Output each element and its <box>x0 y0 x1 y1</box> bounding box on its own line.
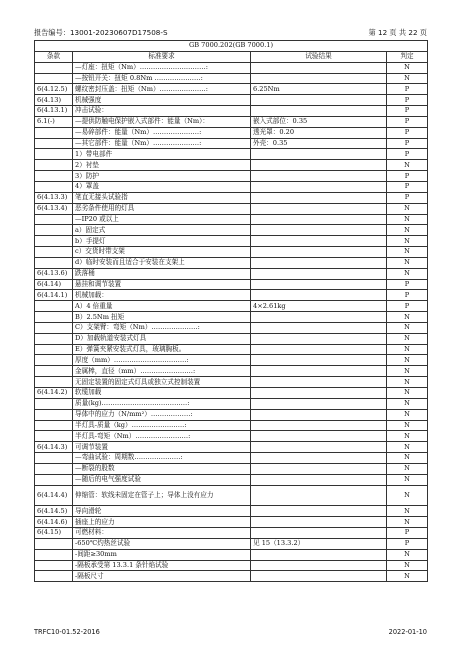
table-row <box>35 420 428 431</box>
cell-verdict: P <box>387 192 428 203</box>
cell-verdict: N <box>387 322 428 333</box>
cell-clause <box>35 236 73 247</box>
cell-verdict: N <box>387 344 428 355</box>
cell-result <box>251 268 387 279</box>
cell-verdict: P <box>387 290 428 301</box>
cell-result <box>251 279 387 290</box>
page-footer <box>34 628 427 640</box>
cell-clause <box>35 398 73 409</box>
cell-result: 见 15（13.3.2） <box>251 538 387 549</box>
page-header <box>34 28 427 40</box>
cell-verdict: N <box>387 214 428 225</box>
cell-result <box>251 366 387 377</box>
cell-verdict: N <box>387 409 428 420</box>
cell-requirement: 3）防护 <box>73 171 251 182</box>
cell-requirement: B）2.5Nm 扭矩 <box>73 312 251 323</box>
cell-result <box>251 181 387 192</box>
cell-clause: 6(4.14.3) <box>35 442 73 453</box>
cell-requirement: —易碎部件：能量（Nm）…………………: <box>73 127 251 138</box>
cell-verdict: N <box>387 560 428 571</box>
table-row <box>35 225 428 236</box>
cell-result <box>251 73 387 84</box>
cell-clause <box>35 453 73 464</box>
cell-verdict: P <box>387 527 428 538</box>
table-row <box>35 138 428 149</box>
table-row <box>35 344 428 355</box>
cell-verdict: N <box>387 388 428 399</box>
cell-verdict: P <box>387 127 428 138</box>
cell-clause <box>35 312 73 323</box>
cell-requirement: 2）衬垫 <box>73 160 251 171</box>
cell-result <box>251 431 387 442</box>
cell-result <box>251 236 387 247</box>
cell-requirement: 4）罩盖 <box>73 181 251 192</box>
table-row <box>35 409 428 420</box>
table-row <box>35 377 428 388</box>
cell-clause <box>35 366 73 377</box>
table-row <box>35 333 428 344</box>
cell-verdict: P <box>387 538 428 549</box>
cell-result <box>251 62 387 73</box>
cell-clause: 6(4.15) <box>35 527 73 538</box>
cell-verdict: N <box>387 506 428 517</box>
table-row <box>35 279 428 290</box>
cell-result: 外壳：0.35 <box>251 138 387 149</box>
standard-title: GB 7000.202(GB 7000.1) <box>35 41 428 52</box>
table-row <box>35 73 428 84</box>
cell-requirement: 机械强度 <box>73 95 251 106</box>
form-number: TRFC10-01.52-2016 <box>34 628 100 636</box>
cell-requirement: -间距≥30mm <box>73 549 251 560</box>
table-row <box>35 485 428 506</box>
table-row <box>35 160 428 171</box>
table-row <box>35 203 428 214</box>
cell-requirement: 金属棒，直径（mm）……………………: <box>73 366 251 377</box>
cell-requirement: —弯曲试验：周期数…………………: <box>73 453 251 464</box>
table-row <box>35 527 428 538</box>
cell-result <box>251 322 387 333</box>
cell-result <box>251 474 387 485</box>
cell-result <box>251 463 387 474</box>
cell-requirement: —灯座：扭矩（Nm）…………………………: <box>73 62 251 73</box>
cell-clause: 6(4.14.6) <box>35 517 73 528</box>
table-body <box>35 62 428 582</box>
table-row <box>35 355 428 366</box>
cell-requirement: D）加载轨道安装式灯具 <box>73 333 251 344</box>
cell-requirement: C）支架臂：弯矩（Nm）…………………: <box>73 322 251 333</box>
table-row <box>35 247 428 258</box>
table-row <box>35 95 428 106</box>
table-row <box>35 398 428 409</box>
column-header-requirement: 标准要求 <box>73 51 251 62</box>
cell-requirement: 导向滑轮 <box>73 506 251 517</box>
cell-requirement: 半灯具-弯矩（Nm）……………………: <box>73 431 251 442</box>
cell-result <box>251 344 387 355</box>
cell-clause <box>35 409 73 420</box>
cell-clause: 6.1(-) <box>35 116 73 127</box>
cell-clause <box>35 73 73 84</box>
cell-clause <box>35 355 73 366</box>
cell-requirement: —IP20 或以上 <box>73 214 251 225</box>
cell-verdict: N <box>387 62 428 73</box>
cell-result <box>251 312 387 323</box>
column-header-row <box>35 51 428 62</box>
cell-clause <box>35 127 73 138</box>
cell-requirement: —随后的电气强度试验 <box>73 474 251 485</box>
cell-result <box>251 171 387 182</box>
cell-verdict: N <box>387 463 428 474</box>
cell-result <box>251 442 387 453</box>
table-row <box>35 106 428 117</box>
cell-verdict: N <box>387 312 428 323</box>
cell-verdict: N <box>387 333 428 344</box>
cell-clause: 6(4.13.4) <box>35 203 73 214</box>
table-row <box>35 301 428 312</box>
cell-verdict: P <box>387 149 428 160</box>
cell-result <box>251 517 387 528</box>
table-row <box>35 84 428 95</box>
cell-clause: 6(4.14) <box>35 279 73 290</box>
cell-verdict: P <box>387 116 428 127</box>
cell-result <box>251 257 387 268</box>
cell-result <box>251 560 387 571</box>
cell-result <box>251 214 387 225</box>
cell-result: 嵌入式部位：0.35 <box>251 116 387 127</box>
cell-requirement: -隔板承受第 13.3.1 条针焰试验 <box>73 560 251 571</box>
cell-verdict: N <box>387 420 428 431</box>
cell-clause <box>35 322 73 333</box>
cell-result: 4×2.61kg <box>251 301 387 312</box>
table-row <box>35 322 428 333</box>
cell-clause <box>35 62 73 73</box>
cell-result <box>251 95 387 106</box>
cell-result <box>251 333 387 344</box>
cell-requirement: A）4 倍重量 <box>73 301 251 312</box>
standard-row <box>35 41 428 52</box>
cell-verdict: N <box>387 442 428 453</box>
table-row <box>35 388 428 399</box>
page-number: 第 12 页 共 22 页 <box>368 28 427 37</box>
cell-result <box>251 409 387 420</box>
cell-clause <box>35 149 73 160</box>
cell-verdict: N <box>387 236 428 247</box>
cell-clause <box>35 257 73 268</box>
cell-clause <box>35 138 73 149</box>
cell-requirement: E）弹簧夹紧安装式灯具，玻璃胸板。 <box>73 344 251 355</box>
cell-requirement: 可燃材料： <box>73 527 251 538</box>
cell-requirement: 插座上的应力 <box>73 517 251 528</box>
cell-requirement: b）手提灯 <box>73 236 251 247</box>
cell-clause <box>35 571 73 582</box>
table-row <box>35 506 428 517</box>
cell-verdict: P <box>387 171 428 182</box>
table-row <box>35 214 428 225</box>
cell-verdict: N <box>387 268 428 279</box>
cell-requirement: —其它部件：能量（Nm）…………………: <box>73 138 251 149</box>
cell-requirement: 导体中的应力（N/mm²）………………: <box>73 409 251 420</box>
cell-clause: 6(4.13.6) <box>35 268 73 279</box>
cell-requirement: c）交货时带支架 <box>73 247 251 258</box>
cell-clause <box>35 420 73 431</box>
cell-verdict: N <box>387 517 428 528</box>
table-row <box>35 560 428 571</box>
table-row <box>35 442 428 453</box>
cell-result <box>251 225 387 236</box>
table-row <box>35 366 428 377</box>
table-row <box>35 290 428 301</box>
table-row <box>35 268 428 279</box>
cell-clause <box>35 560 73 571</box>
cell-result <box>251 149 387 160</box>
cell-verdict: N <box>387 485 428 506</box>
cell-result <box>251 160 387 171</box>
cell-requirement: 悬挂和调节装置 <box>73 279 251 290</box>
cell-requirement: 质量(kg)…………………………………: <box>73 398 251 409</box>
cell-requirement: —按钮开关：扭矩 0.8Nm …………………: <box>73 73 251 84</box>
cell-clause <box>35 225 73 236</box>
footer-date: 2022-01-10 <box>388 628 427 636</box>
cell-requirement: 恶劣条件使用的灯具 <box>73 203 251 214</box>
cell-requirement: 可调节装置 <box>73 442 251 453</box>
table-row <box>35 463 428 474</box>
cell-clause: 6(4.13) <box>35 95 73 106</box>
cell-requirement: 笔直无接头试验指 <box>73 192 251 203</box>
cell-clause: 6(4.14.5) <box>35 506 73 517</box>
table-row <box>35 571 428 582</box>
table-row <box>35 549 428 560</box>
cell-verdict: N <box>387 225 428 236</box>
table-row <box>35 474 428 485</box>
cell-clause <box>35 171 73 182</box>
cell-clause <box>35 214 73 225</box>
cell-clause <box>35 333 73 344</box>
cell-verdict: N <box>387 549 428 560</box>
cell-verdict: P <box>387 301 428 312</box>
cell-requirement: 软缆加载 <box>73 388 251 399</box>
cell-requirement: —提供防触电保护嵌入式部件：能量（Nm）： <box>73 116 251 127</box>
cell-clause <box>35 247 73 258</box>
column-header-verdict: 判定 <box>387 51 428 62</box>
cell-requirement: —断裂的股数 <box>73 463 251 474</box>
cell-clause <box>35 538 73 549</box>
cell-clause: 6(4.14.4) <box>35 485 73 506</box>
cell-result <box>251 527 387 538</box>
cell-verdict: N <box>387 247 428 258</box>
cell-result <box>251 203 387 214</box>
table-row <box>35 171 428 182</box>
cell-clause <box>35 181 73 192</box>
cell-clause: 6(4.13.3) <box>35 192 73 203</box>
cell-verdict: P <box>387 106 428 117</box>
cell-requirement: 1）带电部件 <box>73 149 251 160</box>
cell-requirement: 半灯具-质量（kg）……………………: <box>73 420 251 431</box>
cell-result: 透光罩：0.20 <box>251 127 387 138</box>
table-row <box>35 517 428 528</box>
cell-clause <box>35 344 73 355</box>
table-row <box>35 312 428 323</box>
table-row <box>35 127 428 138</box>
cell-requirement: 厚度（mm）……………………………: <box>73 355 251 366</box>
cell-result <box>251 377 387 388</box>
cell-clause: 6(4.14.2) <box>35 388 73 399</box>
table-row <box>35 257 428 268</box>
cell-verdict: N <box>387 257 428 268</box>
cell-verdict: P <box>387 95 428 106</box>
cell-verdict: N <box>387 571 428 582</box>
test-results-table <box>34 40 428 582</box>
cell-verdict: P <box>387 279 428 290</box>
cell-verdict: N <box>387 377 428 388</box>
cell-clause <box>35 474 73 485</box>
cell-result <box>251 388 387 399</box>
table-row <box>35 431 428 442</box>
cell-result: 6.25Nm <box>251 84 387 95</box>
cell-verdict: P <box>387 181 428 192</box>
cell-clause: 6(4.14.1) <box>35 290 73 301</box>
cell-clause <box>35 463 73 474</box>
cell-verdict: N <box>387 366 428 377</box>
cell-requirement: 伸缩管：软线未固定在管子上；导体上没有应力 <box>73 485 251 506</box>
cell-result <box>251 506 387 517</box>
cell-verdict: N <box>387 431 428 442</box>
cell-result <box>251 549 387 560</box>
table-row <box>35 149 428 160</box>
cell-clause <box>35 301 73 312</box>
cell-verdict: N <box>387 453 428 464</box>
cell-clause <box>35 377 73 388</box>
table-row <box>35 181 428 192</box>
cell-result <box>251 192 387 203</box>
cell-result <box>251 106 387 117</box>
cell-requirement: -650℃灼热丝试验 <box>73 538 251 549</box>
table-row <box>35 62 428 73</box>
cell-result <box>251 355 387 366</box>
table-row <box>35 453 428 464</box>
table-row <box>35 538 428 549</box>
cell-result <box>251 420 387 431</box>
cell-clause: 6(4.12.5) <box>35 84 73 95</box>
table-row <box>35 116 428 127</box>
cell-verdict: N <box>387 398 428 409</box>
column-header-clause: 条款 <box>35 51 73 62</box>
table-row <box>35 236 428 247</box>
cell-result <box>251 398 387 409</box>
cell-verdict: N <box>387 203 428 214</box>
cell-result <box>251 485 387 506</box>
cell-result <box>251 290 387 301</box>
cell-verdict: N <box>387 474 428 485</box>
table-row <box>35 192 428 203</box>
cell-requirement: 跌落桶 <box>73 268 251 279</box>
cell-verdict: P <box>387 84 428 95</box>
report-number: 报告编号：13001-20230607D17508-S <box>34 28 168 37</box>
cell-requirement: 螺纹密封压盖：扭矩（Nm）…………………: <box>73 84 251 95</box>
column-header-result: 试验结果 <box>251 51 387 62</box>
cell-requirement: 冲击试验： <box>73 106 251 117</box>
cell-result <box>251 247 387 258</box>
cell-requirement: 无固定装置的固定式灯具或独立式控制装置 <box>73 377 251 388</box>
cell-verdict: N <box>387 355 428 366</box>
cell-requirement: 机械加载： <box>73 290 251 301</box>
cell-requirement: d）临时安装而且适合于安装在支架上 <box>73 257 251 268</box>
cell-clause: 6(4.13.1) <box>35 106 73 117</box>
cell-verdict: N <box>387 160 428 171</box>
cell-requirement: -隔板尺寸 <box>73 571 251 582</box>
cell-requirement: a）固定式 <box>73 225 251 236</box>
cell-clause <box>35 431 73 442</box>
cell-verdict: P <box>387 138 428 149</box>
cell-verdict: N <box>387 73 428 84</box>
cell-result <box>251 453 387 464</box>
cell-clause <box>35 160 73 171</box>
cell-clause <box>35 549 73 560</box>
cell-result <box>251 571 387 582</box>
